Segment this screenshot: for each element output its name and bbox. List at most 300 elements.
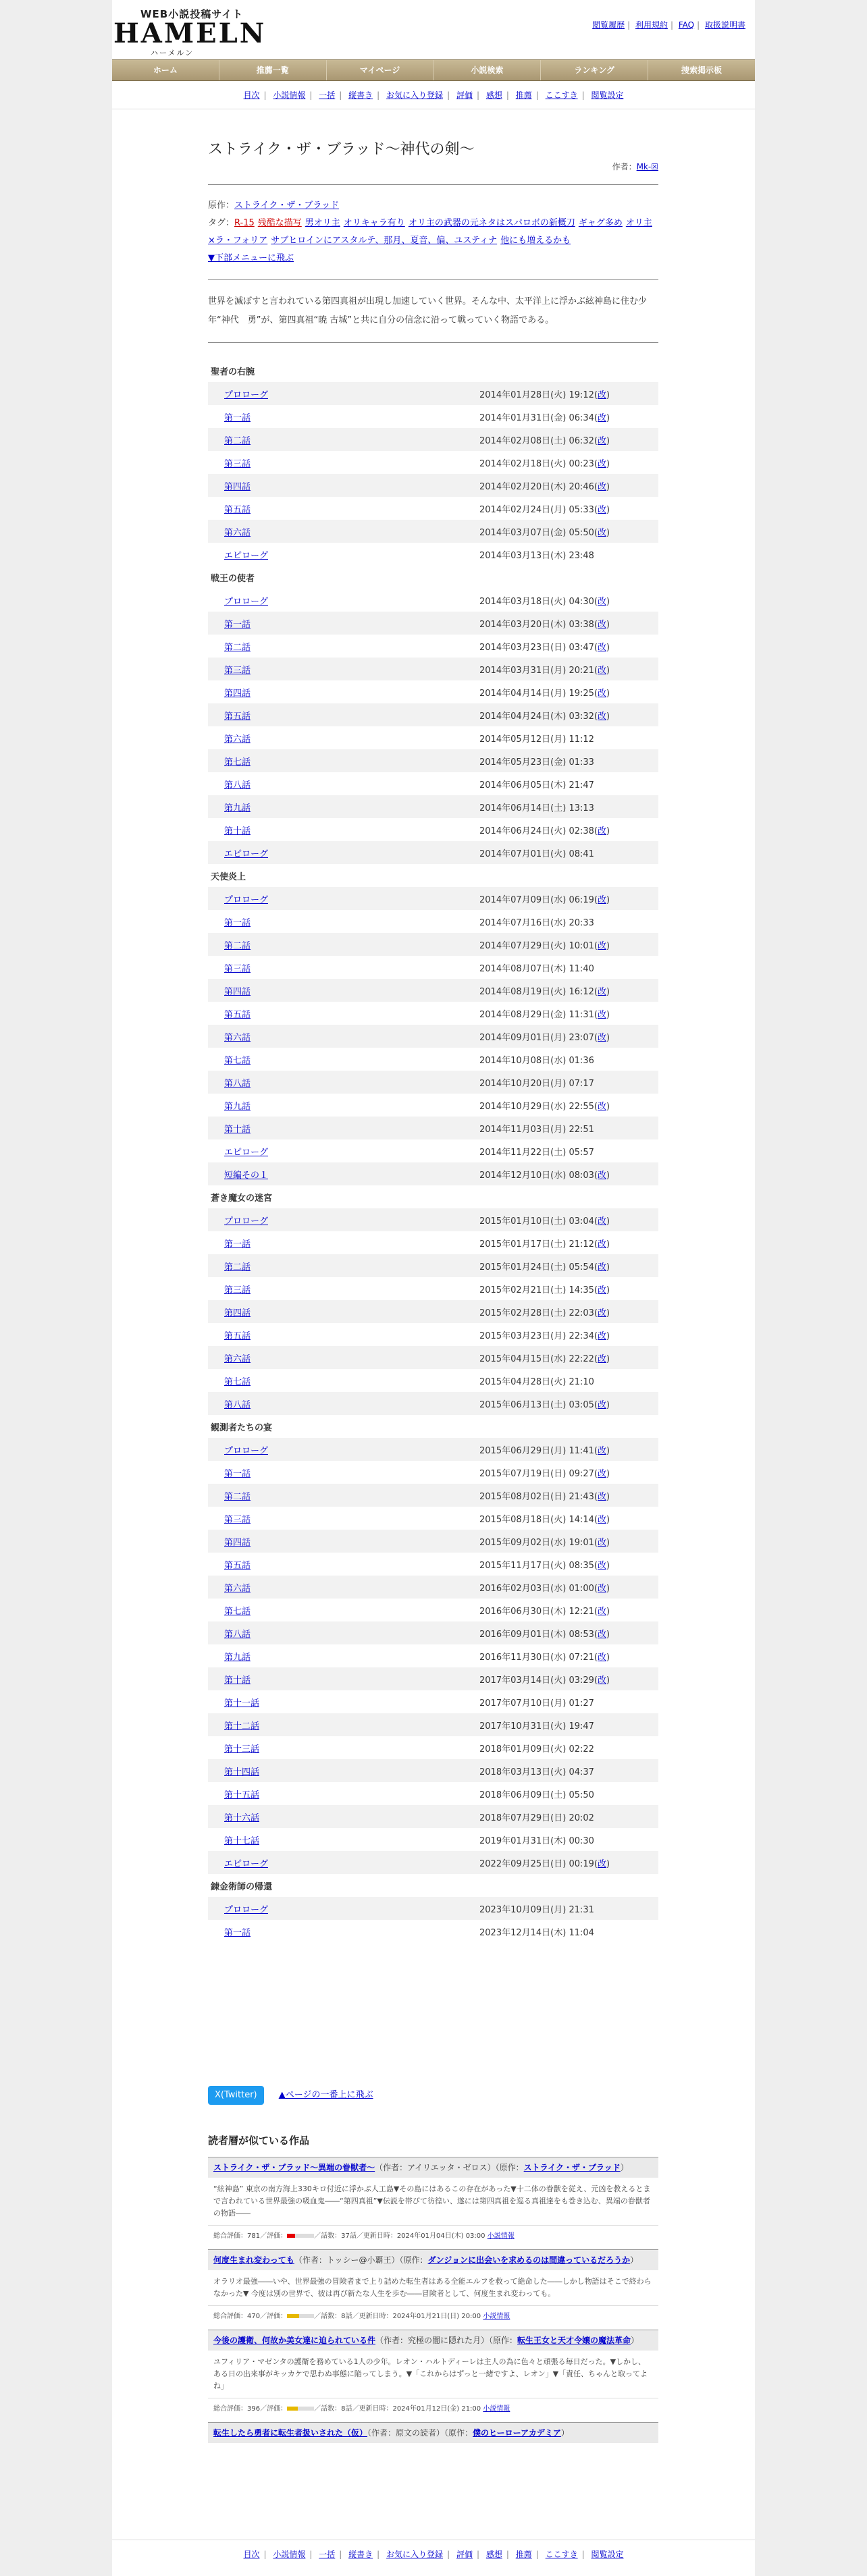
episode-link[interactable]: 第十一話 xyxy=(224,1698,260,1709)
manual-link[interactable]: 取扱説明書 xyxy=(704,20,745,30)
episode-row xyxy=(208,956,658,979)
episode-date-cell xyxy=(479,1048,658,1071)
episode-date-cell: 2014年10月29日(水) 22:55(改) xyxy=(479,1101,610,1112)
episode-link[interactable]: 第二話 xyxy=(224,1262,251,1272)
novel-subnav: 目次 | 小説情報 | 一括 | 縦書き | お気に入り登録 | 評価 | 感想 | 推薦 | ここすき | 閲覧設定 xyxy=(112,81,755,109)
episode-link[interactable]: 第三話 xyxy=(224,665,251,676)
episode-title-cell xyxy=(208,1094,479,1117)
revision-link[interactable]: 改 xyxy=(598,711,607,722)
similar-work-card xyxy=(208,2422,658,2443)
episode-date-cell: 2014年12月10日(水) 08:03(改) xyxy=(479,1162,658,1185)
subnav-settings[interactable]: 閲覧設定 xyxy=(591,90,624,100)
episode-date-cell xyxy=(479,1139,658,1162)
episode-date: 2014年08月29日(金) 11:31 xyxy=(479,1009,594,1020)
episode-link[interactable]: 第五話 xyxy=(224,1560,251,1571)
card-summary: オラリオ最強――いや、世界最強の冒険者まで上り詰めた転生者はある全能エルフを救って絶命した――しかし物語はそこで終わらなかった▼ 今度は別の世界で、彼は再び新たな人生を歩む――冒険者として、何度生まれ変わっても。 xyxy=(213,2277,652,2298)
novel-meta xyxy=(208,197,658,267)
episode-row xyxy=(208,1231,658,1254)
nav-search[interactable]: 小説検索 xyxy=(434,60,541,80)
revision-link[interactable]: 改 xyxy=(598,1445,607,1456)
card-summary: ユフィリア・マゼンタの護衛を務めている1人の少年。レオン・ハルトディーレは主人の為に色々と頑張る毎日だった。▼しかし、ある日の出来事がキッカケで思わぬ事態に陥ってしまう。▼「これからはずっと一緒ですよ、レオン」▼「責任、ちゃんと取ってよね」 xyxy=(213,2357,648,2390)
terms-link[interactable]: 利用規約 xyxy=(635,20,668,30)
revision-link[interactable]: 改 xyxy=(598,1285,607,1295)
tags-line xyxy=(208,215,658,250)
tag-link[interactable]: オリ主の武器の元ネタはスパロボの新概刀 xyxy=(408,218,575,228)
episode-date: 2014年07月29日(火) 10:01 xyxy=(479,940,594,951)
episode-link[interactable]: 第四話 xyxy=(224,986,251,997)
episode-link[interactable]: 第八話 xyxy=(224,1078,251,1089)
episode-link[interactable]: 第三話 xyxy=(224,1285,251,1295)
episode-date: 2014年12月10日(水) 08:03 xyxy=(479,1170,594,1181)
episode-title-cell xyxy=(208,1690,479,1713)
episode-link[interactable]: 第一話 xyxy=(224,1239,251,1250)
footer-vertical[interactable]: 縦書き xyxy=(348,2550,373,2559)
card-info-link[interactable]: 小説情報 xyxy=(483,2405,510,2413)
episode-date: 2014年07月01日(火) 08:41 xyxy=(479,849,594,859)
episode-link[interactable]: 第二話 xyxy=(224,1491,251,1502)
subnav-favorite[interactable]: お気に入り登録 xyxy=(386,90,444,100)
tag-link[interactable]: オリキャラ有り xyxy=(343,218,405,228)
episode-row xyxy=(208,1759,658,1782)
card-original-end: ） xyxy=(620,2163,629,2172)
twitter-share-button[interactable]: X(Twitter) xyxy=(208,2086,264,2105)
footer-rate[interactable]: 評価 xyxy=(456,2550,473,2559)
episode-row xyxy=(208,910,658,933)
revision-link[interactable]: 改 xyxy=(598,1308,607,1318)
card-header xyxy=(208,2250,658,2270)
episode-title-cell xyxy=(208,1621,479,1644)
episode-link[interactable]: 第十話 xyxy=(224,1675,251,1686)
card-author: （作者：トッシー@小覇王） xyxy=(294,2255,400,2265)
divider xyxy=(208,279,658,280)
episode-row xyxy=(208,428,658,451)
episode-link[interactable]: 第七話 xyxy=(224,1055,251,1066)
episode-title-cell xyxy=(208,680,479,703)
episode-row xyxy=(208,520,658,543)
episode-date-cell: 2014年02月24日(月) 05:33(改) xyxy=(479,504,610,515)
episode-date: 2017年03月14日(火) 03:29 xyxy=(479,1675,594,1686)
episode-date-cell: 2015年01月24日(土) 05:54(改) xyxy=(479,1254,658,1277)
card-original-end: ） xyxy=(560,2428,569,2438)
episode-link[interactable]: 第四話 xyxy=(224,481,251,492)
episode-link[interactable]: プロローグ xyxy=(224,894,269,905)
revision-link[interactable]: 改 xyxy=(598,435,607,446)
episode-link[interactable]: エピローグ xyxy=(224,1147,269,1158)
subnav-rate[interactable]: 評価 xyxy=(456,90,473,100)
episode-date: 2015年04月28日(火) 21:10 xyxy=(479,1376,594,1387)
episode-date: 2014年06月14日(土) 13:13 xyxy=(479,803,594,813)
episode-date: 2018年06月09日(土) 05:50 xyxy=(479,1790,594,1800)
episode-link[interactable]: 第二話 xyxy=(224,642,251,653)
jump-bottom-link[interactable]: ▼下部メニューに飛ぶ xyxy=(208,253,294,263)
revision-link[interactable]: 改 xyxy=(598,412,607,423)
episode-title-cell xyxy=(208,749,479,772)
card-stats-text: 総合評価：396／評価： xyxy=(213,2405,288,2413)
episode-date: 2018年07月29日(日) 20:02 xyxy=(479,1813,594,1823)
episode-title-cell xyxy=(208,979,479,1002)
episode-title-cell xyxy=(208,772,479,795)
episode-link[interactable]: 第二話 xyxy=(224,435,251,446)
episode-row xyxy=(208,1300,658,1323)
episode-link[interactable]: 第六話 xyxy=(224,1583,251,1594)
revision-link[interactable]: 改 xyxy=(598,940,607,951)
card-original-end: ） xyxy=(631,2336,639,2345)
tag-r15[interactable]: R-15 xyxy=(234,218,255,228)
episode-link[interactable]: 第十話 xyxy=(224,826,251,836)
episode-row xyxy=(208,1507,658,1530)
card-title-link[interactable]: ストライク・ザ・ブラッド〜異端の眷獣者〜 xyxy=(213,2163,375,2172)
episode-link[interactable]: 第七話 xyxy=(224,1606,251,1617)
nav-home[interactable]: ホーム xyxy=(112,60,219,80)
episode-title-cell xyxy=(208,1071,479,1094)
episode-date: 2014年02月18日(火) 00:23 xyxy=(479,458,594,469)
tag-link[interactable]: 他にも増えるかも xyxy=(500,236,571,246)
card-title-link[interactable]: 何度生まれ変わっても xyxy=(213,2255,294,2265)
episode-row xyxy=(208,1667,658,1690)
episode-link[interactable]: 第六話 xyxy=(224,734,251,745)
nav-board[interactable]: 捜索掲示板 xyxy=(681,65,722,75)
subnav-all[interactable]: 一括 xyxy=(319,90,336,100)
subnav-toc[interactable]: 目次 xyxy=(243,90,260,100)
episode-link[interactable]: 第八話 xyxy=(224,1629,251,1640)
card-info-link[interactable]: 小説情報 xyxy=(483,2313,510,2320)
chapter-row xyxy=(208,1185,658,1208)
to-top-link[interactable]: ▲ページの一番上に飛ぶ xyxy=(278,2090,373,2100)
episode-link[interactable]: 第七話 xyxy=(224,1376,251,1387)
episode-link[interactable]: 第一話 xyxy=(224,619,251,630)
faq-link[interactable]: FAQ xyxy=(678,20,695,30)
episode-link[interactable]: 第四話 xyxy=(224,1308,251,1318)
revision-link[interactable]: 改 xyxy=(598,826,607,836)
episode-link[interactable]: 第六話 xyxy=(224,527,251,538)
episode-row xyxy=(208,1805,658,1828)
revision-link[interactable]: 改 xyxy=(598,1262,607,1272)
episode-link[interactable]: プロローグ xyxy=(224,1445,269,1456)
episode-title-cell xyxy=(208,1323,479,1346)
episode-link[interactable]: 第四話 xyxy=(224,1537,251,1548)
episode-row xyxy=(208,1736,658,1759)
episode-link[interactable]: 第一話 xyxy=(224,1927,251,1938)
revision-link[interactable]: 改 xyxy=(598,1583,607,1594)
episode-link[interactable]: 第三話 xyxy=(224,963,251,974)
episode-date: 2016年02月03日(水) 01:00 xyxy=(479,1583,594,1594)
revision-link[interactable]: 改 xyxy=(598,1606,607,1617)
episode-row xyxy=(208,589,658,612)
card-summary: “絃神島” 東京の南方海上330キロ付近に浮かぶ人工島▼その島にはあるこの存在があった▼十二体の眷獣を従え、元凶を教えるとまで言われている世界最強の吸血鬼――“第四真祖”▼伝説を帯びて彷徨い、遂には第四真祖を巡る真祖達をも巻き込む、異端の眷獣者の物語―― xyxy=(213,2184,651,2218)
episode-link[interactable]: 第十三話 xyxy=(224,1744,260,1754)
footer-toc[interactable]: 目次 xyxy=(243,2550,260,2559)
card-original-end: ） xyxy=(630,2255,639,2265)
episode-link[interactable]: 第十六話 xyxy=(224,1813,260,1823)
episode-date: 2015年02月28日(土) 22:03 xyxy=(479,1308,594,1318)
nav-ranking[interactable]: ランキング xyxy=(541,60,648,80)
episode-date: 2023年12月14日(木) 11:04 xyxy=(479,1927,594,1938)
footer-info[interactable]: 小説情報 xyxy=(273,2550,306,2559)
episode-row xyxy=(208,1139,658,1162)
similar-work-card xyxy=(208,2330,658,2417)
footer-favorite[interactable]: お気に入り登録 xyxy=(386,2550,444,2559)
history-link[interactable]: 閲覧履歴 xyxy=(592,20,625,30)
revision-link[interactable]: 改 xyxy=(598,1560,607,1571)
revision-link[interactable]: 改 xyxy=(598,1514,607,1525)
episode-link[interactable]: プロローグ xyxy=(224,596,269,607)
footer-all[interactable]: 一括 xyxy=(319,2550,336,2559)
footer-comment[interactable]: 感想 xyxy=(485,2550,502,2559)
episode-date: 2016年09月01日(木) 08:53 xyxy=(479,1629,594,1640)
episode-title-cell xyxy=(208,1254,479,1277)
chapter-title: 錬金術師の帰還 xyxy=(211,1881,273,1892)
revision-link[interactable]: 改 xyxy=(598,986,607,997)
episode-date-cell: 2014年02月18日(火) 00:23(改) xyxy=(479,458,610,469)
episode-title-cell xyxy=(208,658,479,680)
episode-date-cell: 2014年04月24日(木) 03:32(改) xyxy=(479,703,658,726)
episode-link[interactable]: 第九話 xyxy=(224,1652,251,1663)
episode-link[interactable]: 第八話 xyxy=(224,1399,251,1410)
episode-row xyxy=(208,1576,658,1599)
revision-link[interactable]: 改 xyxy=(598,1331,607,1341)
card-title-link[interactable]: 今後の護衛、何故か美女達に迫られている件 xyxy=(213,2336,376,2345)
revision-link[interactable]: 改 xyxy=(598,390,607,400)
episode-date-cell xyxy=(479,956,658,979)
episode-link[interactable]: 短編その１ xyxy=(224,1170,269,1181)
tag-link[interactable]: ギャグ多め xyxy=(578,218,623,228)
logo-subtitle: WEB小説投稿サイト xyxy=(140,8,244,20)
revision-link[interactable]: 改 xyxy=(598,481,607,492)
revision-link[interactable]: 改 xyxy=(598,1468,607,1479)
episode-title-cell xyxy=(208,1736,479,1759)
episode-link[interactable]: エピローグ xyxy=(224,550,269,561)
revision-link[interactable]: 改 xyxy=(598,1858,607,1869)
chapter-row xyxy=(208,1415,658,1438)
episode-title-cell xyxy=(208,1025,479,1048)
episode-date: 2014年10月29日(水) 22:55 xyxy=(479,1101,594,1112)
episode-date: 2015年01月17日(土) 21:12 xyxy=(479,1239,594,1250)
tags-label: タグ： xyxy=(208,218,235,228)
bottom-actions xyxy=(208,2086,658,2105)
subnav-recommend[interactable]: 推薦 xyxy=(515,90,532,100)
episode-date-cell xyxy=(479,1782,658,1805)
episode-row xyxy=(208,1553,658,1576)
episode-link[interactable]: 第五話 xyxy=(224,711,251,722)
author-link[interactable]: Mk-☒ xyxy=(636,162,658,171)
episode-link[interactable]: 第七話 xyxy=(224,757,251,768)
card-original-link[interactable]: ダンジョンに出会いを求めるのは間違っているだろうか xyxy=(427,2255,631,2265)
revision-link[interactable]: 改 xyxy=(598,1101,607,1112)
revision-link[interactable]: 改 xyxy=(598,1629,607,1640)
footer-settings[interactable]: 閲覧設定 xyxy=(591,2550,624,2559)
chapter-row xyxy=(208,1874,658,1897)
episode-link[interactable]: 第五話 xyxy=(224,1331,251,1341)
novel-title: ストライク・ザ・ブラッド〜神代の剣〜 xyxy=(208,141,475,158)
card-author: （作者：原文の読者） xyxy=(367,2428,445,2438)
card-title-link[interactable]: 転生したら勇者に転生者扱いされた（仮） xyxy=(213,2428,368,2438)
card-stats-text: 総合評価：470／評価： xyxy=(213,2313,288,2320)
logo-wordmark: HAMELN xyxy=(113,18,267,49)
episode-title-cell xyxy=(208,1507,479,1530)
episode-date: 2015年02月21日(土) 14:35 xyxy=(479,1285,594,1295)
episode-date: 2014年03月31日(月) 20:21 xyxy=(479,665,594,676)
tag-link[interactable]: サブヒロインにアスタルテ、那月、夏音、偏、ユスティナ xyxy=(271,236,498,246)
author-line xyxy=(208,161,658,172)
revision-link[interactable]: 改 xyxy=(598,1537,607,1548)
episode-date-cell xyxy=(479,543,658,566)
episode-link[interactable]: 第五話 xyxy=(224,504,251,515)
revision-link[interactable]: 改 xyxy=(598,458,607,469)
top-links: 閲覧履歴 | 利用規約 | FAQ | 取扱説明書 xyxy=(592,20,745,30)
revision-link[interactable]: 改 xyxy=(598,688,607,699)
episode-link[interactable]: プロローグ xyxy=(224,1216,269,1227)
episode-link[interactable]: エピローグ xyxy=(224,849,269,859)
card-author: （作者：アイリエッタ・ゼロス） xyxy=(375,2163,496,2172)
revision-link[interactable]: 改 xyxy=(598,1170,607,1181)
episode-date: 2014年03月20日(木) 03:38 xyxy=(479,619,594,630)
episode-link[interactable]: 第九話 xyxy=(224,1101,251,1112)
rating-bar xyxy=(287,2407,314,2411)
episode-link[interactable]: 第十五話 xyxy=(224,1790,260,1800)
episode-link[interactable]: 第九話 xyxy=(224,803,251,813)
episode-link[interactable]: プロローグ xyxy=(224,390,269,400)
tag-link[interactable]: 男オリ主 xyxy=(305,218,340,228)
revision-link[interactable]: 改 xyxy=(598,504,607,515)
episode-link[interactable]: 第十四話 xyxy=(224,1767,260,1777)
episode-date-cell: 2014年04月14日(月) 19:25(改) xyxy=(479,688,610,699)
chapter-title: 聖者の右腕 xyxy=(211,367,255,377)
episode-link[interactable]: 第三話 xyxy=(224,1514,251,1525)
revision-link[interactable]: 改 xyxy=(598,1399,607,1410)
episode-link[interactable]: 第一話 xyxy=(224,1468,251,1479)
revision-link[interactable]: 改 xyxy=(598,1009,607,1020)
episode-date: 2015年03月23日(月) 22:34 xyxy=(479,1331,594,1341)
episode-link[interactable]: 第六話 xyxy=(224,1032,251,1043)
card-header xyxy=(208,2330,658,2351)
episode-row xyxy=(208,1025,658,1048)
table-of-contents xyxy=(208,359,658,1943)
site-logo[interactable] xyxy=(113,7,267,57)
nav-mypage[interactable]: マイページ xyxy=(327,60,434,80)
card-original-link[interactable]: 僕のヒーローアカデミア xyxy=(473,2428,561,2438)
episode-title-cell xyxy=(208,933,479,956)
revision-link[interactable]: 改 xyxy=(598,596,607,607)
episode-row xyxy=(208,1828,658,1851)
revision-link[interactable]: 改 xyxy=(598,619,607,630)
episode-link[interactable]: 第二話 xyxy=(224,940,251,951)
revision-link[interactable]: 改 xyxy=(598,527,607,538)
revision-link[interactable]: 改 xyxy=(598,1675,607,1686)
episode-date-cell: 2014年01月28日(火) 19:12(改) xyxy=(479,382,658,405)
episode-date: 2015年11月17日(火) 08:35 xyxy=(479,1560,594,1571)
episode-row xyxy=(208,1920,658,1943)
episode-title-cell xyxy=(208,1162,479,1185)
episode-title-cell xyxy=(208,520,479,543)
episode-date: 2023年10月09日(月) 21:31 xyxy=(479,1904,594,1915)
subnav-vertical[interactable]: 縦書き xyxy=(348,90,373,100)
episode-date-cell: 2016年11月30日(水) 07:21(改) xyxy=(479,1652,610,1663)
episode-date-cell xyxy=(479,1369,658,1392)
episode-title-cell xyxy=(208,1139,479,1162)
divider xyxy=(208,342,658,343)
tag-cruel[interactable]: 残酷な描写 xyxy=(257,218,302,228)
tag-link[interactable]: オリ主×ラ・フォリア xyxy=(208,218,652,246)
episode-date-cell xyxy=(479,772,658,795)
episode-link[interactable]: 第六話 xyxy=(224,1353,251,1364)
revision-link[interactable]: 改 xyxy=(598,665,607,676)
revision-link[interactable]: 改 xyxy=(598,1652,607,1663)
revision-link[interactable]: 改 xyxy=(598,894,607,905)
card-original-link[interactable]: ストライク・ザ・ブラッド xyxy=(523,2163,621,2172)
episode-date-cell xyxy=(479,1690,658,1713)
episode-row xyxy=(208,658,658,680)
episode-date-cell: 2015年06月13日(土) 03:05(改) xyxy=(479,1392,658,1415)
footer-like[interactable]: ここすき xyxy=(545,2550,578,2559)
episode-title-cell xyxy=(208,1644,479,1667)
subnav-comment[interactable]: 感想 xyxy=(485,90,502,100)
subnav-like[interactable]: ここすき xyxy=(545,90,578,100)
episode-date-cell: 2015年07月19日(日) 09:27(改) xyxy=(479,1468,610,1479)
episode-date: 2014年05月23日(金) 01:33 xyxy=(479,757,594,768)
subnav-info[interactable]: 小説情報 xyxy=(273,90,306,100)
episode-link[interactable]: 第一話 xyxy=(224,917,251,928)
episode-date: 2015年08月18日(火) 14:14 xyxy=(479,1514,594,1525)
episode-date: 2014年10月08日(水) 01:36 xyxy=(479,1055,594,1066)
episode-title-cell xyxy=(208,726,479,749)
episode-row xyxy=(208,1162,658,1185)
episode-date: 2014年07月16日(水) 20:33 xyxy=(479,917,594,928)
author-label: 作者： xyxy=(612,162,637,171)
nav-recommend[interactable]: 推薦一覧 xyxy=(219,60,327,80)
chapter-row xyxy=(208,566,658,589)
episode-row xyxy=(208,1392,658,1415)
episode-date: 2016年06月30日(木) 12:21 xyxy=(479,1606,594,1617)
episode-row xyxy=(208,887,658,910)
episode-link[interactable]: 第八話 xyxy=(224,780,251,790)
episode-link[interactable]: 第三話 xyxy=(224,458,251,469)
episode-link[interactable]: プロローグ xyxy=(224,1904,269,1915)
footer-recommend[interactable]: 推薦 xyxy=(515,2550,532,2559)
original-link[interactable]: ストライク・ザ・ブラッド xyxy=(234,200,340,211)
episode-date: 2014年03月07日(金) 05:50 xyxy=(479,527,594,538)
revision-link[interactable]: 改 xyxy=(598,642,607,653)
episode-date-cell: 2022年09月25日(日) 00:19(改) xyxy=(479,1851,658,1874)
episode-link[interactable]: エピローグ xyxy=(224,1858,269,1869)
episode-link[interactable]: 第五話 xyxy=(224,1009,251,1020)
episode-title-cell xyxy=(208,497,479,520)
episode-row xyxy=(208,818,658,841)
episode-link[interactable]: 第一話 xyxy=(224,412,251,423)
card-info-link[interactable]: 小説情報 xyxy=(487,2232,515,2240)
revision-link[interactable]: 改 xyxy=(598,1353,607,1364)
episode-link[interactable]: 第四話 xyxy=(224,688,251,699)
episode-title-cell xyxy=(208,1576,479,1599)
episode-date: 2014年08月19日(火) 16:12 xyxy=(479,986,594,997)
episode-link[interactable]: 第十二話 xyxy=(224,1721,260,1732)
episode-date-cell: 2015年08月02日(日) 21:43(改) xyxy=(479,1484,658,1507)
revision-link[interactable]: 改 xyxy=(598,1216,607,1227)
footer-nav: 目次 | 小説情報 | 一括 | 縦書き | お気に入り登録 | 評価 | 感想 | 推薦 | ここすき | 閲覧設定 xyxy=(243,2550,624,2559)
revision-link[interactable]: 改 xyxy=(598,1491,607,1502)
episode-title-cell xyxy=(208,887,479,910)
episode-title-cell xyxy=(208,956,479,979)
episode-date-cell: 2015年04月15日(水) 22:22(改) xyxy=(479,1346,658,1369)
episode-date-cell: 2014年07月09日(水) 06:19(改) xyxy=(479,887,658,910)
episode-link[interactable]: 第十七話 xyxy=(224,1835,260,1846)
revision-link[interactable]: 改 xyxy=(598,1239,607,1250)
episode-title-cell xyxy=(208,818,479,841)
episode-date: 2014年11月03日(月) 22:51 xyxy=(479,1124,594,1135)
card-original-link[interactable]: 転生王女と天才令嬢の魔法革命 xyxy=(517,2336,631,2345)
episode-row xyxy=(208,1484,658,1507)
revision-link[interactable]: 改 xyxy=(598,1032,607,1043)
episode-link[interactable]: 第十話 xyxy=(224,1124,251,1135)
